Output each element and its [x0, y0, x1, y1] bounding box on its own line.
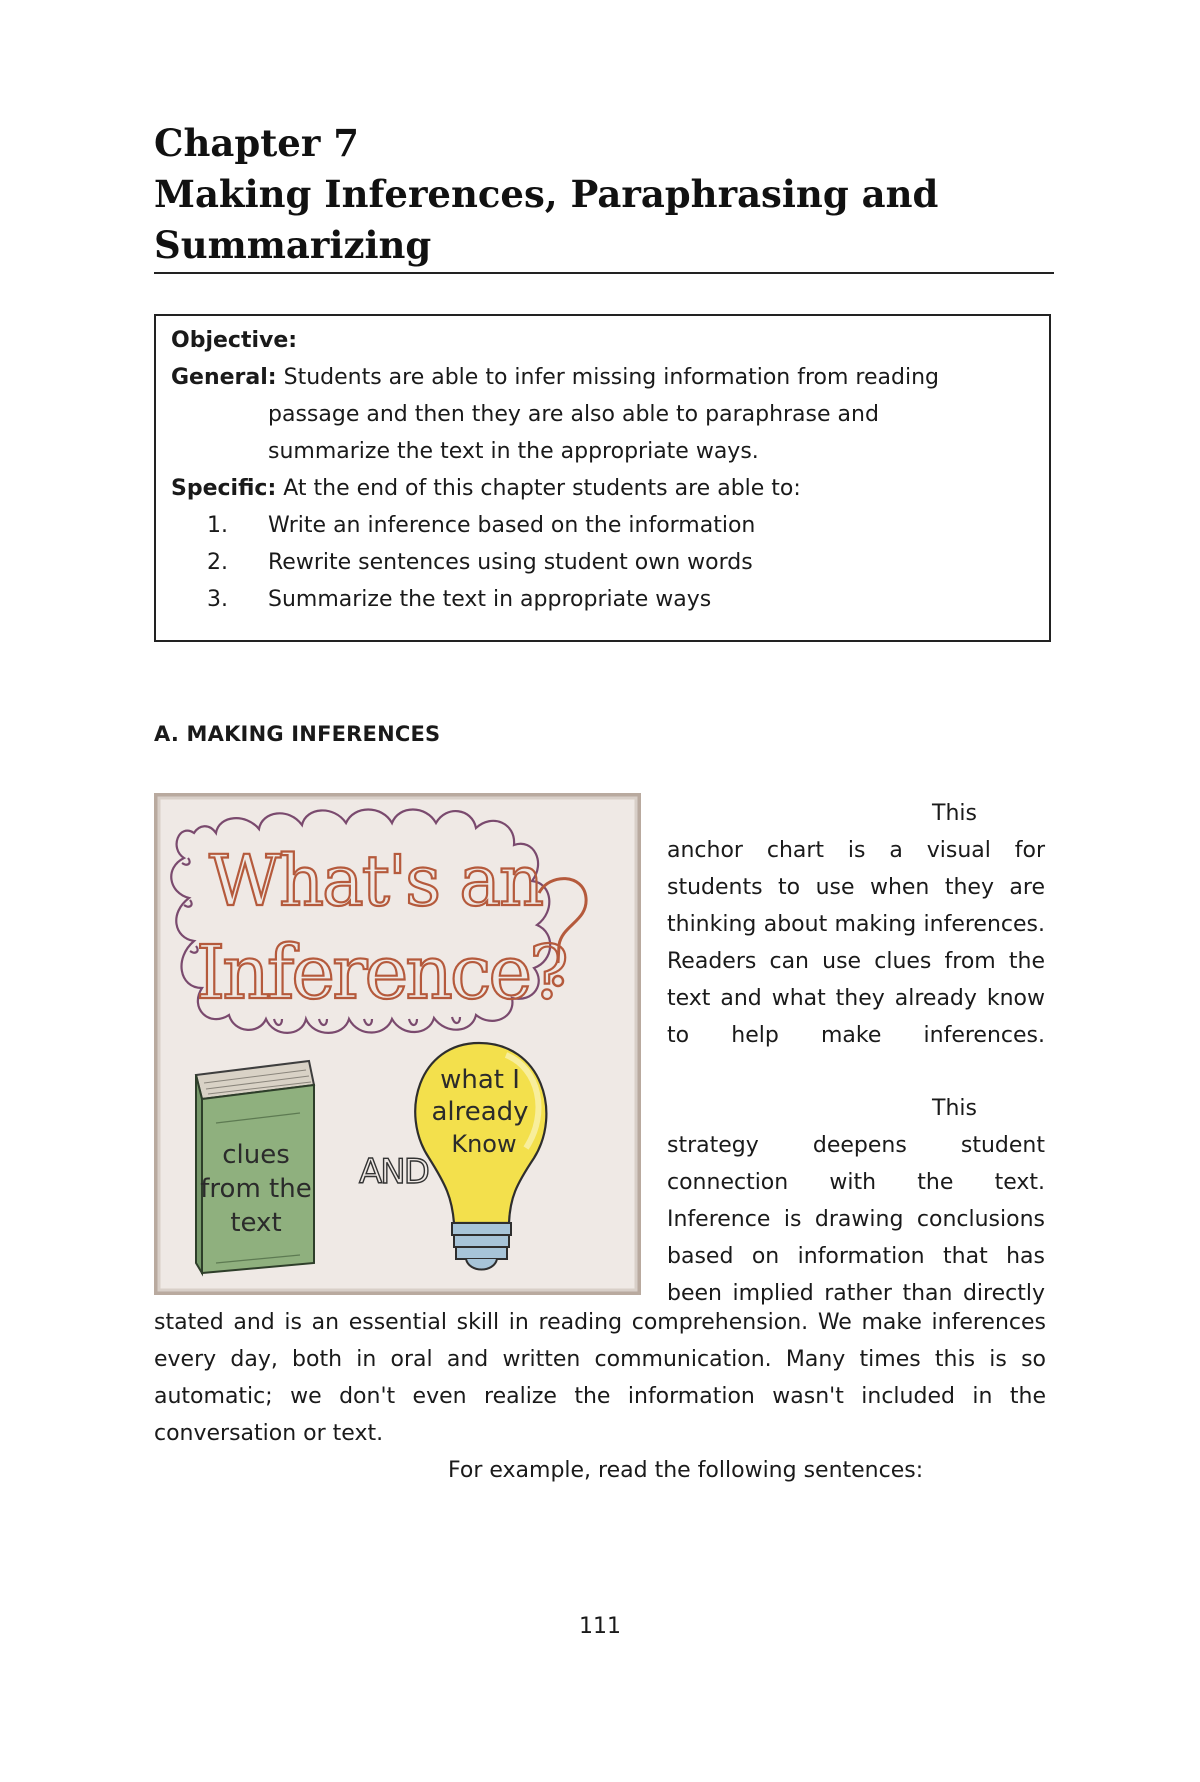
- paragraph-strategy-continued: stated and is an essential skill in reading comprehension. We make inferences every day, both in oral and written communication. Many times this is so automatic; we don't even realize the information wasn't included in the conversation or text.: [154, 1310, 1046, 1446]
- general-text: summarize the text in the appropriate ways.: [268, 439, 759, 464]
- list-item: [171, 581, 1031, 618]
- general-text: passage and then they are also able to paraphrase and: [268, 402, 879, 427]
- book-text-line: from the: [200, 1174, 312, 1204]
- objective-heading: Objective:: [171, 328, 298, 353]
- section-heading: A. MAKING INFERENCES: [154, 722, 441, 746]
- list-text: Rewrite sentences using student own words: [268, 550, 753, 575]
- anchor-chart-image: [154, 793, 641, 1295]
- chart-title-line1: What's an: [209, 840, 543, 922]
- page-number: 111: [579, 1614, 621, 1639]
- book-text-line: text: [230, 1208, 282, 1238]
- specific-label: Specific:: [171, 476, 277, 501]
- chapter-title-line: Summarizing: [154, 223, 432, 267]
- title-underline: [154, 272, 1054, 274]
- general-text: Students are able to infer missing information from reading: [276, 365, 939, 390]
- general-objective: [171, 359, 1031, 396]
- chapter-number: Chapter 7: [154, 121, 359, 165]
- list-number: 3.: [207, 587, 228, 612]
- paragraph-anchor-chart: This anchor chart is a visual for students to use when they are thinking about making inferences. Readers can use clues from the text and what they already know to help make inferences.: [667, 801, 1045, 1048]
- specific-objective: [171, 470, 1031, 507]
- paragraph-example: For example, read the following sentences:: [448, 1458, 924, 1483]
- list-item: [171, 507, 1031, 544]
- general-label: General:: [171, 365, 277, 390]
- list-item: [171, 544, 1031, 581]
- book-icon: [196, 1061, 314, 1273]
- and-text: AND: [359, 1152, 428, 1192]
- list-number: 2.: [207, 550, 228, 575]
- objective-list: [171, 507, 1031, 618]
- bulb-text-line: already: [431, 1097, 529, 1127]
- paragraph-strategy: This strategy deepens student connection with the text. Inference is drawing conclusions based on information that has been implied rather than directly: [667, 1096, 1045, 1306]
- book-text-line: clues: [222, 1140, 290, 1170]
- bulb-text-line: what I: [440, 1065, 520, 1095]
- anchor-chart-illustration: [154, 793, 641, 1295]
- list-number: 1.: [207, 513, 228, 538]
- chapter-title-line: Making Inferences, Paraphrasing and: [154, 172, 939, 216]
- specific-text: At the end of this chapter students are able to:: [276, 476, 801, 501]
- list-text: Summarize the text in appropriate ways: [268, 587, 712, 612]
- objective-box: [154, 314, 1051, 642]
- bulb-text-line: Know: [451, 1130, 517, 1158]
- chart-title-line2: Inference?: [196, 930, 566, 1016]
- list-text: Write an inference based on the information: [268, 513, 756, 538]
- chapter-title: [154, 118, 1054, 271]
